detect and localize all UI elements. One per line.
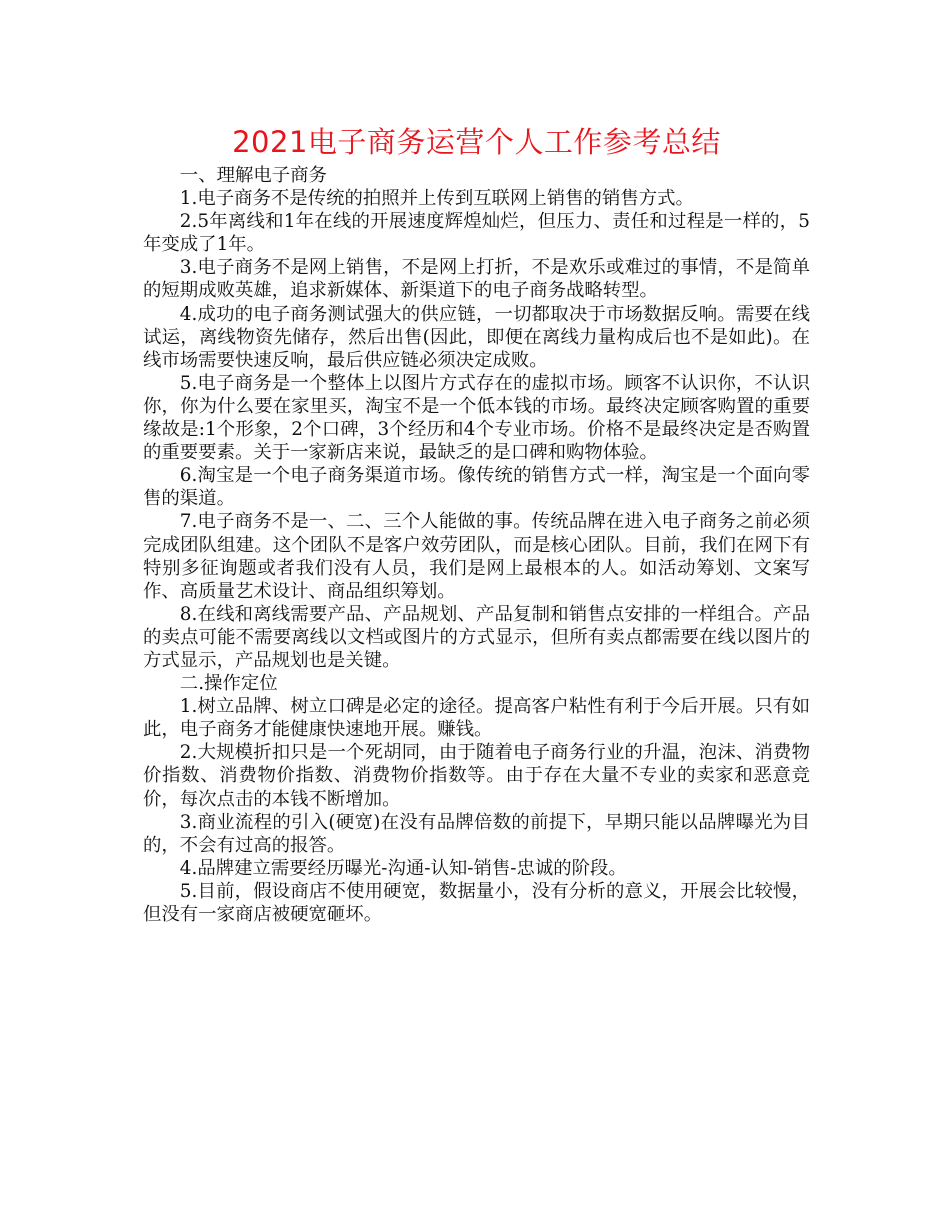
- section-heading-understanding: 一、理解电子商务: [179, 165, 327, 186]
- document-page: [143, 120, 810, 926]
- document-body: [143, 164, 810, 926]
- document-title: 2021电子商务运营个人工作参考总结: [232, 125, 721, 159]
- paragraph-1-1: 1.电子商务不是传统的拍照并上传到互联网上销售的销售方式。: [179, 188, 694, 210]
- paragraph-2-3: 3.商业流程的引入(硬宽)在没有品牌倍数的前提下，早期只能以品牌曝光为目的，不会有过高的报答。: [143, 811, 810, 856]
- paragraph-1-8: 8.在线和离线需要产品、产品规划、产品复制和销售点安排的一样组合。产品的卖点可能不需要离线以文档或图片的方式显示，但所有卖点都需要在线以图片的方式显示，产品规划也是关键。: [143, 603, 810, 671]
- paragraph-1-4: 4.成功的电子商务测试强大的供应链，一切都取决于市场数据反响。需要在线试运，离线物资先储存，然后出售(因此，即便在离线力量构成后也不是如此)。在线市场需要快速反响，最后供应链必须决定成败。: [143, 303, 810, 371]
- paragraph-2-2: 2.大规模折扣只是一个死胡同，由于随着电子商务行业的升温，泡沫、消费物价指数、消费物价指数、消费物价指数等。由于存在大量不专业的卖家和恶意竞价，每次点击的本钱不断增加。: [143, 742, 810, 810]
- paragraph-1-3: 3.电子商务不是网上销售，不是网上打折，不是欢乐或难过的事情，不是简单的短期成败英雄，追求新媒体、新渠道下的电子商务战略转型。: [143, 257, 810, 302]
- paragraph-2-5: 5.目前，假设商店不使用硬宽，数据量小，没有分析的意义，开展会比较慢，但没有一家商店被硬宽砸坏。: [143, 880, 810, 925]
- paragraph-1-7: 7.电子商务不是一、二、三个人能做的事。传统品牌在进入电子商务之前必须完成团队组建。这个团队不是客户效劳团队，而是核心团队。目前，我们在网下有特别多征询题或者我们没有人员，我们是网上最根本的人。如活动筹划、文案写作、高质量艺术设计、商品组织筹划。: [143, 511, 810, 602]
- paragraph-2-1: 1.树立品牌、树立口碑是必定的途径。提高客户粘性有利于今后开展。只有如此，电子商务才能健康快速地开展。赚钱。: [143, 696, 810, 741]
- section-heading-positioning: 二.操作定位: [179, 673, 278, 695]
- paragraph-1-2: 2.5年离线和1年在线的开展速度辉煌灿烂，但压力、责任和过程是一样的，5年变成了1年。: [143, 211, 810, 256]
- paragraph-1-6: 6.淘宝是一个电子商务渠道市场。像传统的销售方式一样，淘宝是一个面向零售的渠道。: [143, 465, 810, 510]
- paragraph-2-4: 4.品牌建立需要经历曝光-沟通-认知-销售-忠诚的阶段。: [179, 857, 627, 879]
- paragraph-1-5: 5.电子商务是一个整体上以图片方式存在的虚拟市场。顾客不认识你，不认识你，你为什么要在家里买，淘宝不是一个低本钱的市场。最终决定顾客购置的重要缘故是:1个形象，2个口碑，3个经历和4个专业市场。价格不是最终决定是否购置的重要要素。关于一家新店来说，最缺乏的是口碑和购物体验。: [143, 372, 810, 464]
